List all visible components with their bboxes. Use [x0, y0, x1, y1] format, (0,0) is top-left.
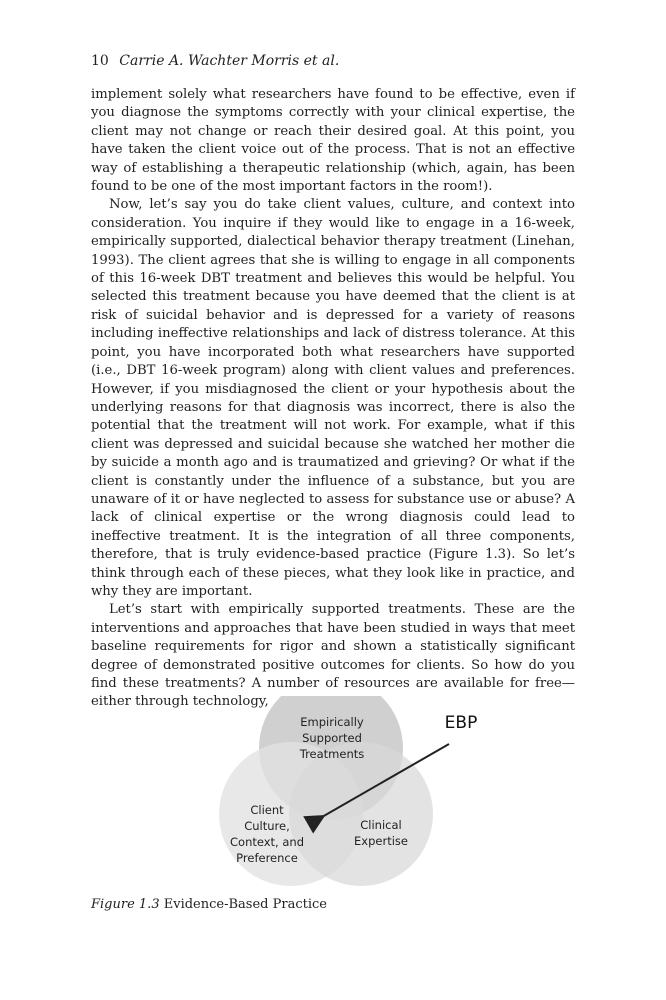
venn-top-line-2: Supported [302, 731, 362, 745]
venn-top-line-1: Empirically [300, 715, 364, 729]
figure-1-3 [91, 686, 575, 886]
running-head [91, 52, 575, 70]
figure-caption [91, 897, 327, 913]
venn-left-line-3: Context, and [230, 835, 304, 849]
venn-top-line-3: Treatments [299, 747, 365, 761]
venn-left-line-4: Preference [236, 851, 298, 865]
body-paragraph-3: Let’s start with empirically supported treatments. These are the interventions and approaches that have been studied in ways that meet baseline requirements for rigor and shown a statistically significant degree of demonstrated positive outcomes for clients. So how do you find these treatments? A number of resources are available for free—either through technology, [91, 602, 575, 710]
figure-caption-text: Evidence-Based Practice [163, 897, 327, 912]
venn-circle-right [289, 742, 433, 886]
page-body [91, 52, 575, 712]
body-paragraph-1: implement solely what researchers have found to be effective, even if you diagnose the symptoms correctly with your clinical expertise, the client may not change or reach their desired goal. At this point, you have taken the client voice out of the process. That is not an effective way of establishing a therapeutic relationship (which, again, has been found to be one of the most important factors in the room!). [91, 87, 575, 195]
figure-caption-label: Figure 1.3 [91, 897, 160, 912]
venn-diagram [211, 696, 551, 886]
ebp-callout-label: EBP [444, 713, 478, 733]
venn-left-line-1: Client [250, 803, 284, 817]
body-paragraph-2: Now, let’s say you do take client values, culture, and context into consideration. You inquire if they would like to engage in a 16-week, empirically supported, dialectical behavior therapy treatment (Linehan, 1993). The client agrees that she is willing to engage in all components of this 16-week DBT treatment and believes this would be helpful. You selected this treatment because you have deemed that the client is at risk of suicidal behavior and is depressed for a variety of reasons including ineffective relationships and lack of distress tolerance. At this point, you have incorporated both what researchers have supported (i.e., DBT 16-week program) along with client values and preferences. However, if you misdiagnosed the client or your hypothesis about the underlying reasons for that diagnosis was incorrect, there is also the potential that the treatment will not work. For example, what if this client was depressed and suicidal because she watched her mother die by suicide a month ago and is traumatized and grieving? Or what if the client is constantly under the influence of a substance, but you are unaware of it or have neglected to assess for substance use or abuse? A lack of clinical expertise or the wrong diagnosis could lead to ineffective treatment. It is the integration of all three components, therefore, that is truly evidence-based practice (Figure 1.3). So let’s think through each of these pieces, what they look like in practice, and why they are important. [91, 197, 575, 599]
page-number: 10 [91, 53, 109, 69]
venn-right-line-1: Clinical [360, 818, 402, 832]
venn-right-line-2: Expertise [354, 834, 408, 848]
running-head-author: Carrie A. Wachter Morris et al. [119, 53, 340, 69]
venn-left-line-2: Culture, [244, 819, 290, 833]
